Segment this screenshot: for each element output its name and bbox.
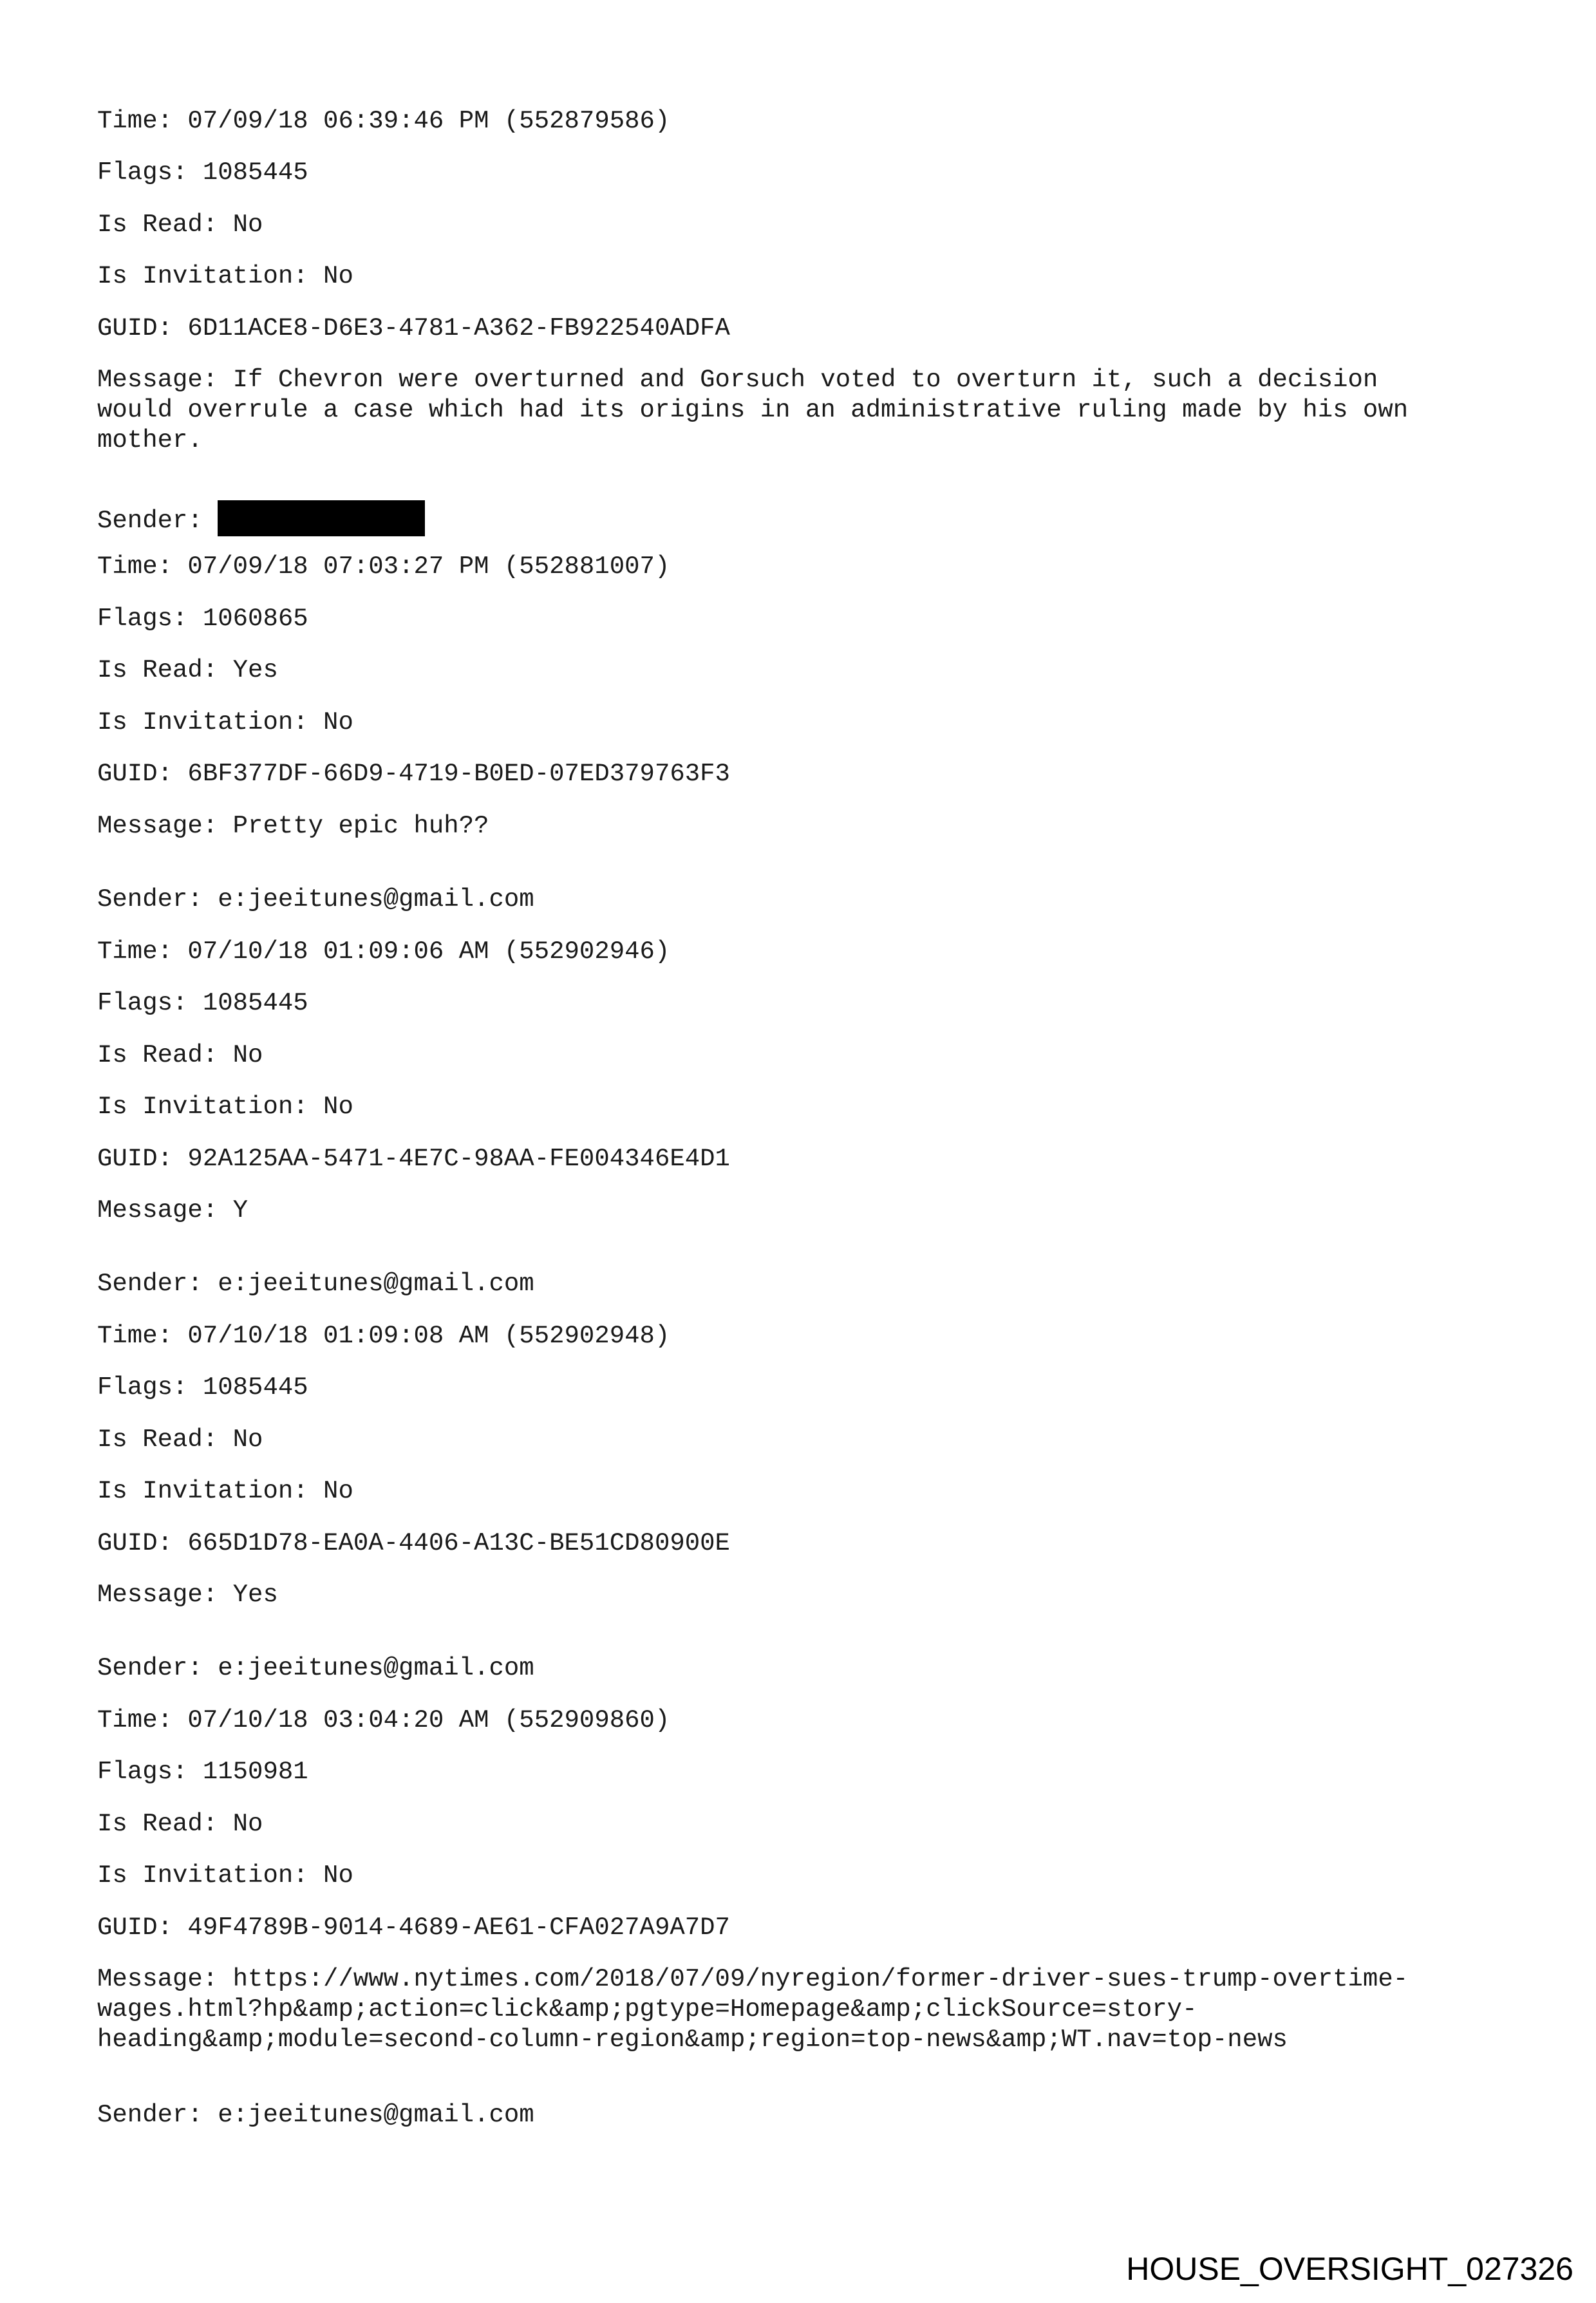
entry-time: Time: 07/09/18 06:39:46 PM (552879586) [97, 107, 670, 135]
entry-guid: GUID: 49F4789B-9014-4689-AE61-CFA027A9A7D7 [97, 1913, 730, 1942]
entry-message: Message: Y [97, 1196, 249, 1225]
entry-guid: GUID: 6D11ACE8-D6E3-4781-A362-FB922540ADFA [97, 314, 730, 343]
entry-time: Time: 07/09/18 07:03:27 PM (552881007) [97, 552, 670, 581]
redaction-block [218, 500, 425, 536]
entry-time: Time: 07/10/18 01:09:08 AM (552902948) [97, 1322, 670, 1350]
entry-sender: Sender: e:jeeitunes@gmail.com [97, 885, 534, 914]
entry-sender: Sender: e:jeeitunes@gmail.com [97, 1270, 534, 1298]
entry-flags: Flags: 1060865 [97, 605, 308, 633]
entry-sender: Sender: e:jeeitunes@gmail.com [97, 1654, 534, 1682]
entry-message: Message: Pretty epic huh?? [97, 812, 489, 840]
entry-message: Message: Yes [97, 1581, 278, 1609]
entry-is-read: Is Read: Yes [97, 656, 278, 684]
entry-sender: Sender: e:jeeitunes@gmail.com [97, 2101, 534, 2129]
entry-guid: GUID: 92A125AA-5471-4E7C-98AA-FE004346E4D1 [97, 1145, 730, 1173]
entry-is-read: Is Read: No [97, 1425, 263, 1454]
entry-message-line-3: heading&amp;module=second-column-region&amp;region=top-news&amp;WT.nav=top-news [97, 2026, 1288, 2054]
entry-message-line-2: wages.html?hp&amp;action=click&amp;pgtype=Homepage&amp;clickSource=story- [97, 1995, 1197, 2024]
entry-time: Time: 07/10/18 03:04:20 AM (552909860) [97, 1706, 670, 1734]
entry-flags: Flags: 1085445 [97, 1373, 308, 1402]
entry-is-invitation: Is Invitation: No [97, 1861, 353, 1890]
bates-number: HOUSE_OVERSIGHT_027326 [1126, 2251, 1573, 2287]
entry-message-line-3: mother. [97, 426, 203, 455]
entry-message-line-1: Message: If Chevron were overturned and Gorsuch voted to overturn it, such a decision [97, 366, 1378, 394]
entry-flags: Flags: 1085445 [97, 989, 308, 1017]
entry-message-line-2: would overrule a case which had its origins in an administrative ruling made by his own [97, 396, 1409, 424]
entry-flags: Flags: 1085445 [97, 158, 308, 187]
entry-is-read: Is Read: No [97, 1041, 263, 1069]
entry-sender [97, 500, 425, 536]
entry-is-invitation: Is Invitation: No [97, 708, 353, 737]
entry-is-read: Is Read: No [97, 1810, 263, 1838]
sender-label: Sender: [97, 507, 218, 535]
entry-time: Time: 07/10/18 01:09:06 AM (552902946) [97, 937, 670, 966]
entry-guid: GUID: 665D1D78-EA0A-4406-A13C-BE51CD80900E [97, 1529, 730, 1557]
entry-guid: GUID: 6BF377DF-66D9-4719-B0ED-07ED379763F3 [97, 760, 730, 788]
entry-is-invitation: Is Invitation: No [97, 1093, 353, 1121]
entry-message-line-1: Message: https://www.nytimes.com/2018/07/09/nyregion/former-driver-sues-trump-overtime- [97, 1965, 1409, 1993]
entry-is-invitation: Is Invitation: No [97, 1477, 353, 1505]
entry-is-invitation: Is Invitation: No [97, 262, 353, 290]
entry-flags: Flags: 1150981 [97, 1758, 308, 1786]
entry-is-read: Is Read: No [97, 211, 263, 239]
